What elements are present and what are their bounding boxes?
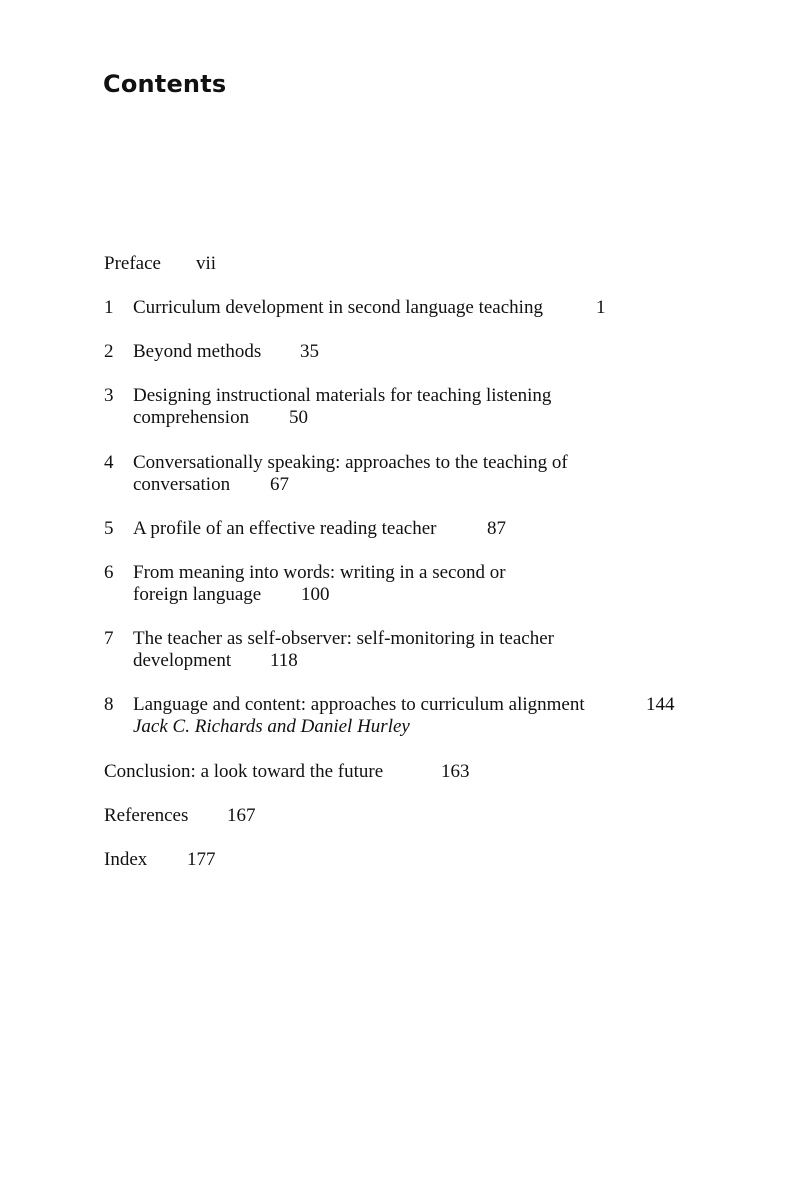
toc-entry-page: vii bbox=[196, 253, 217, 274]
chapter-title: The teacher as self-observer: self-monitoring in teacher bbox=[133, 628, 554, 649]
chapter-number: 4 bbox=[104, 452, 114, 473]
chapter-page: 144 bbox=[646, 694, 675, 715]
chapter-title: A profile of an effective reading teacher bbox=[133, 518, 437, 539]
chapter-number: 7 bbox=[104, 628, 114, 649]
chapter-page: 50 bbox=[289, 407, 308, 428]
chapter-title: Curriculum development in second language teaching bbox=[133, 297, 543, 318]
chapter-title-continued: comprehension bbox=[133, 407, 250, 428]
toc-entry-title: References bbox=[104, 805, 189, 826]
chapter-title-continued: development bbox=[133, 650, 232, 671]
toc-entry-page: 167 bbox=[227, 805, 256, 826]
chapter-page: 87 bbox=[487, 518, 506, 539]
chapter-number: 6 bbox=[104, 562, 114, 583]
toc-entry-title: Index bbox=[104, 849, 148, 870]
chapter-title: Language and content: approaches to curriculum alignment bbox=[133, 694, 585, 715]
toc-entry-title: Conclusion: a look toward the future bbox=[104, 761, 384, 782]
toc-entry-page: 177 bbox=[187, 849, 216, 870]
chapter-title-continued: foreign language bbox=[133, 584, 262, 605]
toc-entry-title: Preface bbox=[104, 253, 161, 274]
chapter-title: From meaning into words: writing in a second or bbox=[133, 562, 506, 583]
chapter-authors: Jack C. Richards and Daniel Hurley bbox=[133, 716, 410, 737]
toc-entry-page: 163 bbox=[441, 761, 470, 782]
chapter-page: 67 bbox=[270, 474, 289, 495]
chapter-number: 1 bbox=[104, 297, 114, 318]
chapter-number: 5 bbox=[104, 518, 114, 539]
chapter-page: 100 bbox=[301, 584, 330, 605]
chapter-page: 118 bbox=[270, 650, 298, 671]
chapter-title: Designing instructional materials for teaching listening bbox=[133, 385, 552, 406]
chapter-title: Beyond methods bbox=[133, 341, 262, 362]
chapter-number: 2 bbox=[104, 341, 114, 362]
chapter-page: 35 bbox=[300, 341, 319, 362]
chapter-number: 8 bbox=[104, 694, 114, 715]
contents-heading: Contents bbox=[103, 70, 227, 98]
chapter-number: 3 bbox=[104, 385, 114, 406]
chapter-page: 1 bbox=[596, 297, 606, 318]
chapter-title: Conversationally speaking: approaches to the teaching of bbox=[133, 452, 568, 473]
chapter-title-continued: conversation bbox=[133, 474, 231, 495]
